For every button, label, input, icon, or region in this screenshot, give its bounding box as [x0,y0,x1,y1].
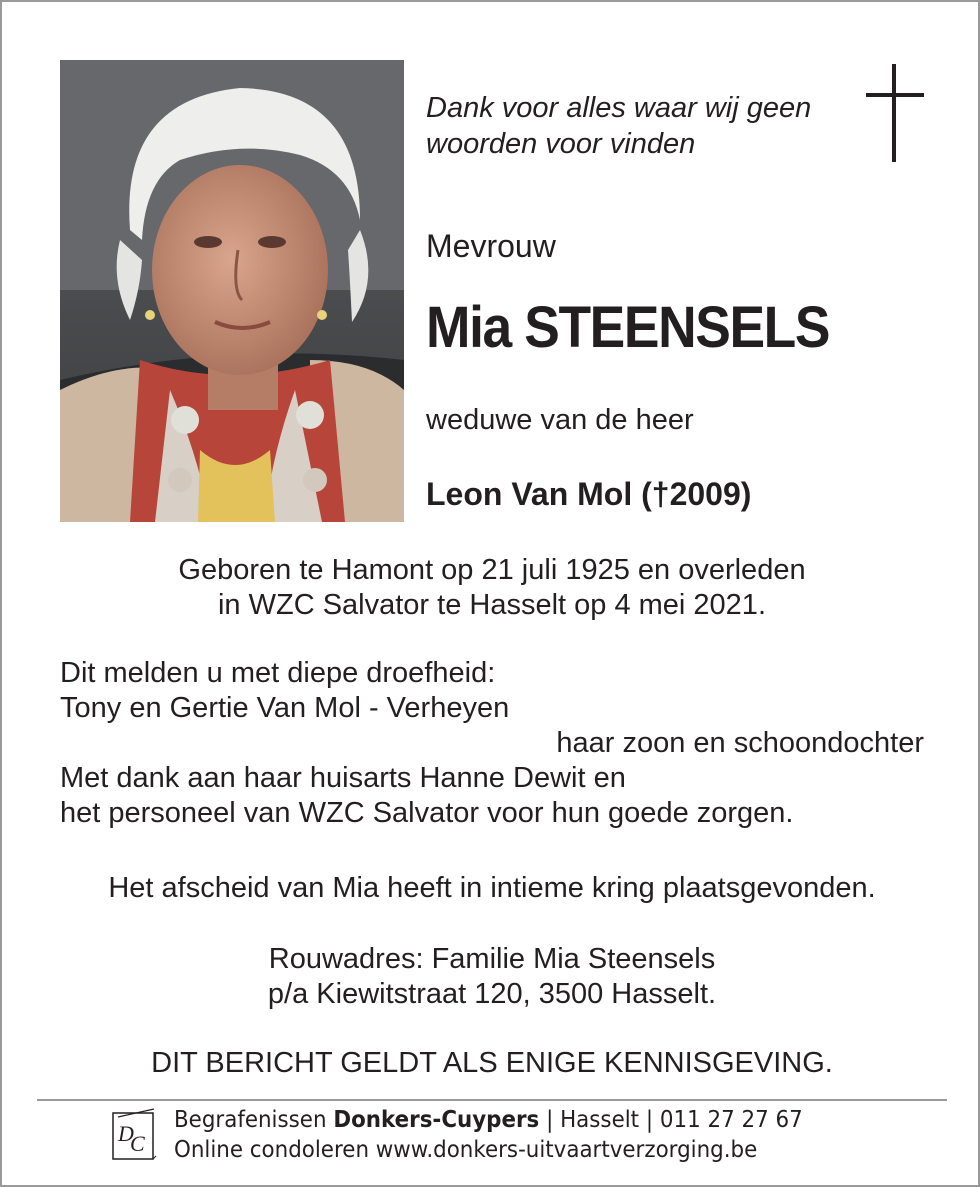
birth-line-2: in WZC Salvator te Hasselt op 4 mei 2021. [217,589,766,621]
motto-line-1: Dank voor alles waar wij geen [426,92,812,124]
footer-separator-1: | [539,1107,561,1133]
thanks-line-2: het personeel van WZC Salvator voor hun goede zorgen. [60,797,794,829]
logo-letter-d: D [118,1121,134,1146]
address-line-1: Rouwadres: Familie Mia Steensels [268,943,716,975]
company-name: Donkers-Cuypers [333,1107,540,1133]
motto [426,90,856,162]
funeral-home-info [174,1105,803,1165]
motto-line-2: woorden voor vinden [426,128,696,160]
company-city: Hasselt [560,1107,640,1133]
logo-letter-c: C [130,1131,145,1156]
family-relation: haar zoon en schoondochter [556,727,924,759]
footer-prefix: Begrafenissen [174,1107,327,1133]
footer-divider [37,1099,947,1101]
condolence-label: Online condoleren [174,1137,370,1163]
mourning-address [2,942,980,1012]
footer-line-2 [174,1135,803,1165]
funeral-home-logo [110,1107,158,1163]
company-phone: 011 27 27 67 [659,1107,803,1133]
family-intro: Dit melden u met diepe droefheid: [60,657,496,689]
website-link[interactable]: www.donkers-uitvaartverzorging.be [375,1137,758,1163]
address-line-2: p/a Kiewitstraat 120, 3500 Hasselt. [267,978,717,1010]
birth-death-info [2,553,980,623]
footer-line-1 [174,1105,803,1135]
family-names: Tony en Gertie Van Mol - Verheyen [60,692,510,724]
official-notice: DIT BERICHT GELDT ALS ENIGE KENNISGEVING. [151,1047,833,1079]
cross-icon [866,64,924,162]
thanks-line-1: Met dank aan haar huisarts Hanne Dewit en [60,762,626,794]
salutation: Mevrouw [426,228,556,264]
family-announcement [60,656,924,831]
spouse-name: Leon Van Mol (†2009) [426,476,752,512]
footer-separator-2: | [639,1107,660,1133]
portrait-photo [60,60,404,522]
farewell-text: Het afscheid van Mia heeft in intieme kring plaatsgevonden. [108,872,876,904]
deceased-name: Mia STEENSELS [426,295,830,360]
birth-line-1: Geboren te Hamont op 21 juli 1925 en overleden [178,554,806,586]
relation-line: weduwe van de heer [426,404,694,436]
